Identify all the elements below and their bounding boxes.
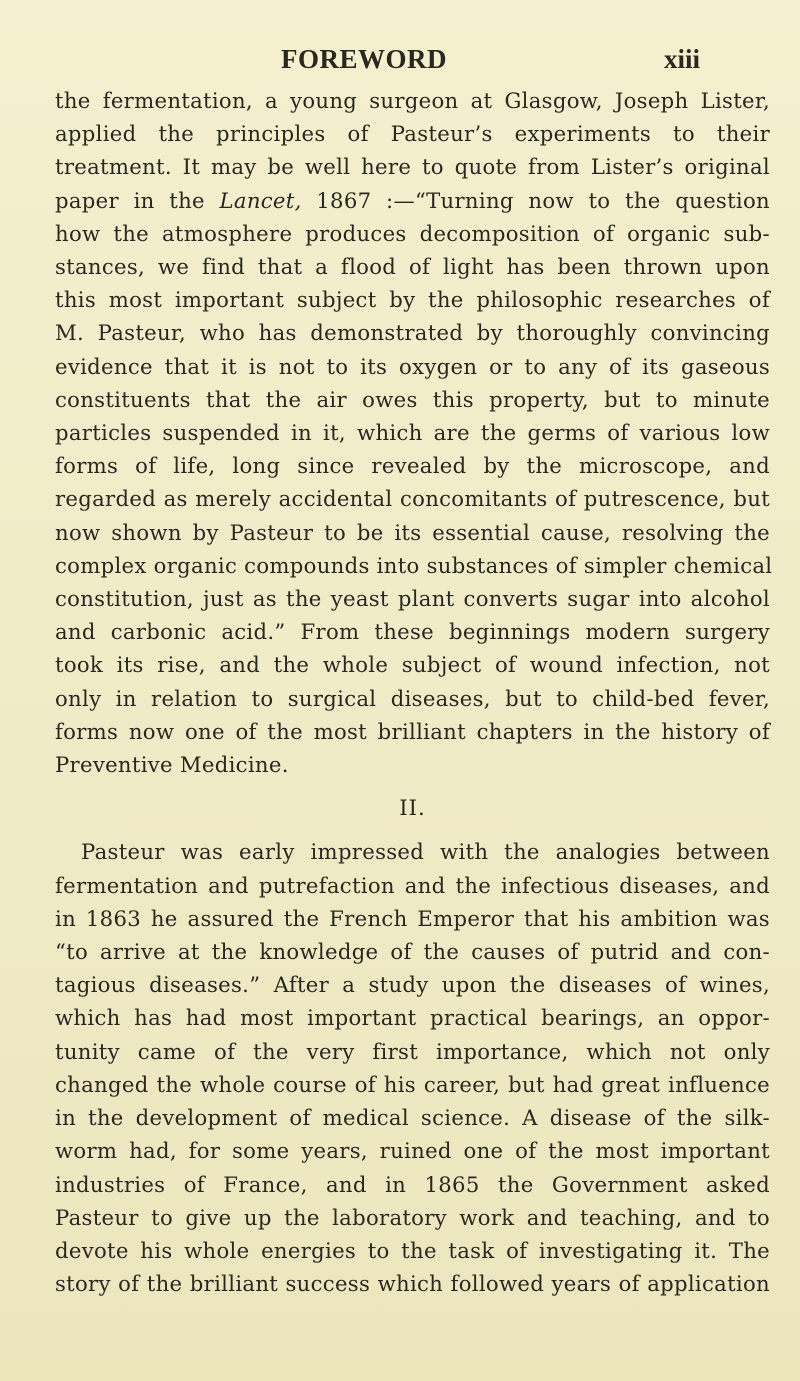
text-line: this most important subject by the philosophic researches of xyxy=(55,287,770,313)
text-segment: paper in the xyxy=(55,187,220,213)
text-line: took its rise, and the whole subject of wound infection, not xyxy=(55,652,770,678)
body-text xyxy=(55,84,773,1300)
text-line: constitution, just as the yeast plant converts sugar into alcohol xyxy=(55,586,770,612)
text-line: “to arrive at the knowledge of the causes of putrid and con- xyxy=(55,939,770,965)
journal-title: Lancet, xyxy=(219,187,302,213)
text-line: Preventive Medicine. xyxy=(55,752,289,778)
text-line: tunity came of the very first importance, which not only xyxy=(55,1038,770,1064)
text-line: which has had most important practical bearings, an oppor- xyxy=(55,1005,770,1031)
text-line: changed the whole course of his career, but had great influence xyxy=(55,1071,770,1097)
text-line: fermentation and putrefaction and the infectious diseases, and xyxy=(55,872,770,898)
text-line: tagious diseases.” After a study upon the diseases of wines, xyxy=(55,972,770,998)
text-line: how the atmosphere produces decomposition of organic sub- xyxy=(55,220,770,246)
text-line: forms of life, long since revealed by the microscope, and xyxy=(55,453,770,479)
text-line: now shown by Pasteur to be its essential cause, resolving the xyxy=(55,519,770,545)
page-number: xiii xyxy=(664,44,701,74)
text-line: stances, we find that a flood of light has been thrown upon xyxy=(55,254,770,280)
text-line: evidence that it is not to its oxygen or to any of its gaseous xyxy=(55,353,770,379)
text-line: forms now one of the most brilliant chapters in the history of xyxy=(55,718,770,744)
text-line: particles suspended in it, which are the germs of various low xyxy=(55,420,770,446)
text-segment: 1867 :—“Turning now to the question xyxy=(301,187,770,213)
text-line: in 1863 he assured the French Emperor that his ambition was xyxy=(55,905,770,931)
text-line: regarded as merely accidental concomitants of putrescence, but xyxy=(55,486,770,512)
text-line: Pasteur was early impressed with the analogies between xyxy=(81,839,770,865)
text-line: only in relation to surgical diseases, but to child-bed fever, xyxy=(55,685,770,711)
text-line: treatment. It may be well here to quote from Lister’s original xyxy=(55,154,770,180)
text-line: applied the principles of Pasteur’s experiments to their xyxy=(55,121,770,147)
text-line: devote his whole energies to the task of investigating it. The xyxy=(55,1237,770,1263)
text-line: story of the brilliant success which followed years of application xyxy=(55,1271,770,1297)
running-head xyxy=(0,44,800,84)
text-line: worm had, for some years, ruined one of the most important xyxy=(55,1138,770,1164)
text-line: in the development of medical science. A disease of the silk- xyxy=(55,1105,770,1131)
text-line: M. Pasteur, who has demonstrated by thoroughly convincing xyxy=(55,320,770,346)
text-line: the fermentation, a young surgeon at Glasgow, Joseph Lister, xyxy=(55,88,770,113)
text-line: and carbonic acid.” From these beginnings modern surgery xyxy=(55,619,770,645)
text-line: Pasteur to give up the laboratory work and teaching, and to xyxy=(55,1204,770,1230)
text-line xyxy=(55,184,770,217)
text-line: constituents that the air owes this property, but to minute xyxy=(55,386,770,412)
chapter-title: FOREWORD xyxy=(281,44,447,74)
text-line: industries of France, and in 1865 the Government asked xyxy=(55,1171,770,1197)
section-number: II. xyxy=(399,795,426,821)
text-line: complex organic compounds into substances of simpler chemical xyxy=(55,552,773,578)
